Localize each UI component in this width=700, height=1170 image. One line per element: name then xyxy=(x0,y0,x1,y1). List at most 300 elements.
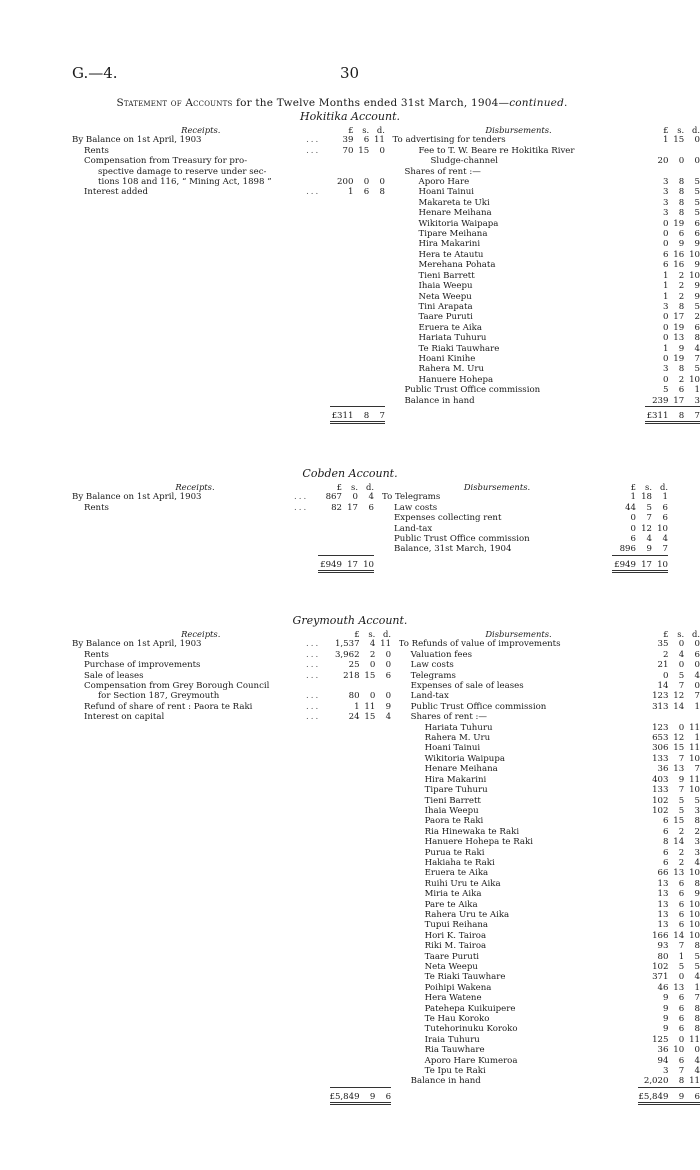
disbursement-pence: 1 xyxy=(694,385,700,396)
empty-cell xyxy=(330,806,360,816)
disbursement-label: Fee to T. W. Beare re Hokitika River xyxy=(418,145,575,156)
greymouth-account-title: Greymouth Account. xyxy=(292,614,408,627)
column-gap xyxy=(385,187,393,197)
empty-cell xyxy=(306,219,329,229)
table-row xyxy=(72,983,700,993)
empty-cell xyxy=(72,920,306,930)
receipt-shillings: 0 xyxy=(363,177,370,188)
leader-dots xyxy=(306,156,329,166)
table-row xyxy=(72,1066,700,1076)
disbursement-shillings: 8 xyxy=(678,208,685,219)
empty-cell xyxy=(330,1035,360,1045)
table-row xyxy=(72,534,668,544)
empty-cell xyxy=(375,816,391,826)
empty-cell xyxy=(306,323,329,333)
empty-cell xyxy=(360,796,376,806)
column-gap xyxy=(385,208,393,218)
table-row xyxy=(72,650,700,660)
disbursement-label: Ihaia Weepu xyxy=(424,805,479,816)
leader-dots xyxy=(306,681,329,691)
empty-cell xyxy=(306,941,329,951)
total-spacer xyxy=(72,406,330,422)
disbursement-pounds: 5 xyxy=(663,385,669,396)
empty-cell xyxy=(375,775,391,785)
statement-title xyxy=(72,97,612,109)
disbursement-pounds: 6 xyxy=(663,249,669,260)
shillings-header: s. xyxy=(368,629,376,639)
table-row xyxy=(72,219,700,229)
empty-cell xyxy=(72,302,306,312)
disbursement-shillings: 6 xyxy=(678,909,685,920)
disbursement-pence: 10 xyxy=(689,868,700,879)
disbursement-pounds: 0 xyxy=(663,239,669,250)
empty-cell xyxy=(306,292,329,302)
disbursement-shillings: 18 xyxy=(641,492,652,503)
disbursement-label: Patehepa Kuikuipere xyxy=(424,1003,516,1014)
empty-cell xyxy=(72,743,306,753)
disbursement-label: Te Riaki Tauwhare xyxy=(418,343,500,354)
table-row xyxy=(72,302,700,312)
empty-cell xyxy=(360,1056,376,1066)
column-gap xyxy=(391,629,399,639)
leader-dots: ... xyxy=(306,639,321,650)
table-row xyxy=(72,354,700,364)
disbursement-pence: 0 xyxy=(694,660,700,671)
disbursement-pounds: 44 xyxy=(625,502,636,513)
column-gap xyxy=(374,513,382,523)
column-gap xyxy=(374,503,382,513)
table-row xyxy=(72,723,700,733)
disbursement-label: Riki M. Tairoa xyxy=(424,941,487,952)
leader-dots xyxy=(306,167,329,177)
title-middle: for the Twelve Months ended 31st March, 1904— xyxy=(236,97,510,109)
empty-cell xyxy=(306,260,329,270)
disbursement-shillings: 7 xyxy=(678,681,685,692)
column-gap xyxy=(391,972,399,982)
hokitika-account-title: Hokitika Account. xyxy=(299,110,401,123)
disbursement-pounds: 403 xyxy=(652,774,669,785)
pence-header: d. xyxy=(659,482,668,492)
empty-cell xyxy=(330,879,360,889)
page-number: 30 xyxy=(340,64,360,82)
disbursement-pence: 5 xyxy=(694,177,700,188)
disbursements-total-shillings: 9 xyxy=(668,1087,684,1103)
disbursement-pence: 8 xyxy=(694,941,700,952)
empty-cell xyxy=(72,879,306,889)
receipt-shillings: 0 xyxy=(369,691,376,702)
empty-cell xyxy=(360,900,376,910)
empty-cell xyxy=(360,952,376,962)
disbursement-pence: 10 xyxy=(689,753,700,764)
empty-cell xyxy=(72,993,306,1003)
disbursement-label: Hira Makarini xyxy=(418,239,481,250)
disbursement-label: Hori K. Tairoa xyxy=(424,930,487,941)
disbursement-label: Hakiaha te Raki xyxy=(424,857,495,868)
disbursement-pounds: 0 xyxy=(663,374,669,385)
disbursement-shillings: 16 xyxy=(673,249,685,260)
empty-cell xyxy=(360,848,376,858)
disbursement-label: Hera te Atautu xyxy=(418,249,484,260)
disbursement-pounds: 13 xyxy=(657,899,669,910)
disbursement-shillings: 2 xyxy=(678,847,685,858)
receipt-shillings xyxy=(353,167,369,177)
receipt-shillings: 0 xyxy=(352,492,358,503)
column-gap xyxy=(385,260,393,270)
disbursement-pounds: 13 xyxy=(657,889,669,900)
receipt-shillings: 17 xyxy=(347,502,358,513)
empty-cell xyxy=(72,1056,306,1066)
disbursement-pence xyxy=(684,712,700,722)
empty-cell xyxy=(318,513,342,523)
total-spacer xyxy=(72,555,318,571)
column-gap xyxy=(391,796,399,806)
empty-cell xyxy=(375,868,391,878)
empty-cell xyxy=(72,941,306,951)
empty-cell xyxy=(353,375,369,385)
empty-cell xyxy=(72,775,306,785)
empty-cell xyxy=(353,312,369,322)
table-row xyxy=(72,1045,700,1055)
receipt-label: Interest added xyxy=(84,187,148,198)
disbursement-pounds: 13 xyxy=(657,909,669,920)
disbursement-pence: 9 xyxy=(694,239,700,250)
table-row xyxy=(72,931,700,941)
disbursement-pence: 3 xyxy=(694,847,700,858)
table-row xyxy=(72,385,700,395)
receipt-label: By Balance on 1st April, 1903 xyxy=(72,639,202,650)
disbursement-pounds: 0 xyxy=(663,322,669,333)
table-row xyxy=(72,733,700,743)
empty-cell xyxy=(369,208,385,218)
column-gap xyxy=(391,723,399,733)
empty-cell xyxy=(369,333,385,343)
disbursement-pence: 2 xyxy=(694,312,700,323)
disbursement-shillings: 13 xyxy=(673,333,685,344)
empty-cell xyxy=(72,910,306,920)
disbursement-pounds: 0 xyxy=(663,333,669,344)
disbursement-pence: 8 xyxy=(694,1014,700,1025)
receipt-pounds xyxy=(330,681,360,691)
pounds-header: £ xyxy=(354,629,360,639)
disbursement-label: Public Trust Office commission xyxy=(404,385,541,396)
disbursement-label: Hera Watene xyxy=(424,993,482,1004)
empty-cell xyxy=(306,785,329,795)
disbursement-label: Ruihi Uru te Aika xyxy=(424,878,501,889)
column-gap xyxy=(391,1004,399,1014)
empty-cell xyxy=(306,198,329,208)
disbursement-label: Tipare Tuhuru xyxy=(424,785,488,796)
receipt-pounds: 25 xyxy=(348,660,360,671)
disbursement-pence: 5 xyxy=(694,208,700,219)
table-row xyxy=(72,513,668,523)
disbursement-pounds: 102 xyxy=(652,962,669,972)
receipt-pounds: 1,537 xyxy=(334,639,360,650)
disbursements-total-pounds: £311 xyxy=(645,406,669,422)
disbursements-total-pounds: £949 xyxy=(612,555,636,571)
empty-cell xyxy=(330,931,360,941)
receipt-shillings: 6 xyxy=(363,135,370,146)
disbursement-shillings: 0 xyxy=(678,660,685,671)
column-gap xyxy=(385,271,393,281)
empty-cell xyxy=(375,962,391,972)
disbursement-pence: 3 xyxy=(694,837,700,848)
disbursement-pence: 1 xyxy=(694,982,700,993)
empty-cell xyxy=(306,312,329,322)
disbursement-shillings: 19 xyxy=(673,322,685,333)
empty-cell xyxy=(72,281,306,291)
receipts-total-shillings: 17 xyxy=(342,555,358,571)
disbursement-pence: 6 xyxy=(662,513,668,524)
receipt-pence: 9 xyxy=(385,701,392,712)
empty-cell xyxy=(330,785,360,795)
empty-cell xyxy=(353,250,369,260)
column-gap xyxy=(391,743,399,753)
empty-cell xyxy=(72,733,306,743)
total-spacer xyxy=(392,406,644,422)
empty-cell xyxy=(369,375,385,385)
column-gap xyxy=(374,492,382,502)
empty-cell xyxy=(306,385,329,395)
receipt-pence: 0 xyxy=(385,660,392,671)
empty-cell xyxy=(306,1035,329,1045)
empty-cell xyxy=(330,375,354,385)
shillings-header: s. xyxy=(677,125,685,135)
disbursement-pence: 7 xyxy=(694,353,700,364)
column-gap xyxy=(385,281,393,291)
column-gap xyxy=(391,952,399,962)
disbursement-label: Hariata Tuhuru xyxy=(424,722,493,733)
empty-cell xyxy=(353,354,369,364)
disbursement-pounds: 9 xyxy=(663,1024,669,1035)
empty-cell xyxy=(330,837,360,847)
empty-cell xyxy=(72,344,306,354)
empty-cell xyxy=(72,1004,306,1014)
disbursement-pence: 10 xyxy=(689,909,700,920)
disbursement-pence: 8 xyxy=(694,1024,700,1035)
receipt-label: spective damage to reserve under sec- xyxy=(98,166,267,177)
empty-cell xyxy=(306,271,329,281)
disbursement-pence: 7 xyxy=(662,544,668,555)
pounds-header: £ xyxy=(663,125,669,135)
column-gap xyxy=(391,941,399,951)
table-row xyxy=(72,639,700,649)
disbursement-shillings: 6 xyxy=(678,889,685,900)
disbursement-pence: 0 xyxy=(694,639,700,650)
disbursement-pounds: 1 xyxy=(663,291,669,302)
empty-cell xyxy=(306,344,329,354)
disbursement-pounds: 0 xyxy=(663,670,669,681)
empty-cell xyxy=(330,364,354,374)
empty-cell xyxy=(306,816,329,826)
disbursement-pence: 5 xyxy=(694,364,700,375)
empty-cell xyxy=(72,292,306,302)
empty-cell xyxy=(330,827,360,837)
column-gap xyxy=(385,354,393,364)
table-row xyxy=(72,827,700,837)
column-gap xyxy=(391,1056,399,1066)
column-gap xyxy=(391,889,399,899)
disbursement-pence: 0 xyxy=(694,1045,700,1056)
empty-cell xyxy=(330,858,360,868)
column-gap xyxy=(385,167,393,177)
empty-cell xyxy=(306,229,329,239)
empty-cell xyxy=(306,754,329,764)
disbursement-pounds: 20 xyxy=(657,156,669,167)
empty-cell xyxy=(72,827,306,837)
empty-cell xyxy=(330,396,354,407)
disbursement-label: Neta Weepu xyxy=(418,291,472,302)
empty-cell xyxy=(342,544,358,555)
pence-header: d. xyxy=(365,482,374,492)
disbursement-pence: 1 xyxy=(694,733,700,744)
disbursement-shillings: 9 xyxy=(646,544,652,555)
receipts-total-pounds: £5,849 xyxy=(330,1087,360,1103)
column-gap xyxy=(391,1024,399,1034)
disbursement-pounds: 896 xyxy=(619,544,636,555)
empty-cell xyxy=(72,972,306,982)
empty-cell xyxy=(330,271,354,281)
receipt-shillings: 4 xyxy=(369,639,376,650)
receipt-label: Rents xyxy=(84,649,109,660)
disbursement-label: To advertising for tenders xyxy=(392,135,506,146)
empty-cell xyxy=(72,785,306,795)
disbursement-shillings xyxy=(668,712,684,722)
column-gap xyxy=(391,660,399,670)
empty-cell xyxy=(330,323,354,333)
empty-cell xyxy=(306,333,329,343)
empty-cell xyxy=(375,889,391,899)
table-row xyxy=(72,208,700,218)
total-row xyxy=(72,406,700,422)
disbursement-pence: 4 xyxy=(694,972,700,983)
column-gap xyxy=(391,837,399,847)
disbursement-pence: 4 xyxy=(662,534,668,545)
disbursement-label: Aporo Hare Kumeroa xyxy=(424,1055,518,1066)
disbursement-shillings: 13 xyxy=(673,982,685,993)
leader-dots: ... xyxy=(306,187,321,198)
empty-cell xyxy=(360,837,376,847)
table-row xyxy=(72,260,700,270)
disbursement-pence: 9 xyxy=(694,260,700,271)
empty-cell xyxy=(330,302,354,312)
disbursement-pence: 11 xyxy=(689,722,700,733)
disbursement-shillings: 6 xyxy=(678,993,685,1004)
receipt-pence: 8 xyxy=(379,187,385,198)
column-gap xyxy=(391,754,399,764)
table-row xyxy=(72,775,700,785)
empty-cell xyxy=(294,513,318,523)
disbursement-shillings: 2 xyxy=(678,374,685,385)
empty-cell xyxy=(360,868,376,878)
disbursement-shillings: 7 xyxy=(678,785,685,796)
empty-cell xyxy=(306,1076,329,1087)
column-gap xyxy=(391,848,399,858)
column-gap xyxy=(385,229,393,239)
disbursement-pence: 3 xyxy=(694,805,700,816)
disbursement-shillings: 0 xyxy=(678,1034,685,1045)
disbursement-pence: 9 xyxy=(694,281,700,292)
empty-cell xyxy=(306,806,329,816)
disbursement-pence: 6 xyxy=(694,649,700,660)
empty-cell xyxy=(72,1024,306,1034)
receipt-shillings xyxy=(360,681,376,691)
disbursement-pounds: 93 xyxy=(657,941,669,952)
disbursement-label: Pare te Aika xyxy=(424,899,478,910)
receipt-label: By Balance on 1st April, 1903 xyxy=(72,135,202,146)
disbursement-shillings: 7 xyxy=(678,1066,685,1077)
disbursement-label: Wikitoria Waipapa xyxy=(418,218,499,229)
empty-cell xyxy=(306,281,329,291)
table-row xyxy=(72,993,700,1003)
empty-cell xyxy=(330,993,360,1003)
disbursement-pence: 8 xyxy=(694,878,700,889)
disbursement-label: Henare Meihana xyxy=(424,764,498,775)
disbursement-pounds: 0 xyxy=(663,312,669,323)
disbursement-shillings: 15 xyxy=(673,816,685,827)
empty-cell xyxy=(330,312,354,322)
receipt-shillings: 11 xyxy=(364,701,376,712)
empty-cell xyxy=(369,239,385,249)
receipt-label: By Balance on 1st April, 1903 xyxy=(72,492,202,503)
empty-cell xyxy=(369,260,385,270)
table-row xyxy=(72,889,700,899)
empty-cell xyxy=(353,364,369,374)
empty-cell xyxy=(72,323,306,333)
empty-cell xyxy=(369,198,385,208)
column-gap xyxy=(374,482,382,492)
leader-dots xyxy=(306,177,329,187)
column-header-row xyxy=(72,482,668,492)
empty-cell xyxy=(353,260,369,270)
disbursement-pounds: 0 xyxy=(630,523,636,534)
disbursement-shillings: 8 xyxy=(678,1076,685,1087)
table-row xyxy=(72,396,700,407)
table-row xyxy=(72,146,700,156)
disbursement-label: Hoani Kinihe xyxy=(418,353,476,364)
column-gap xyxy=(391,993,399,1003)
empty-cell xyxy=(72,312,306,322)
table-row xyxy=(72,785,700,795)
empty-cell xyxy=(306,775,329,785)
empty-cell xyxy=(306,723,329,733)
disbursement-shillings: 5 xyxy=(678,962,685,972)
disbursement-shillings: 15 xyxy=(673,135,685,146)
column-gap xyxy=(374,555,382,571)
column-gap xyxy=(374,534,382,544)
disbursement-shillings: 7 xyxy=(678,753,685,764)
column-gap xyxy=(391,868,399,878)
table-row xyxy=(72,962,700,972)
empty-cell xyxy=(330,1056,360,1066)
table-row xyxy=(72,712,700,722)
column-gap xyxy=(385,146,393,156)
receipt-pounds: 82 xyxy=(331,502,342,513)
disbursement-label: Neta Weepu xyxy=(424,962,478,972)
table-row xyxy=(72,344,700,354)
disbursement-label: Land-tax xyxy=(410,691,449,702)
receipt-shillings: 15 xyxy=(364,670,376,681)
disbursement-pounds: 653 xyxy=(652,733,669,744)
empty-cell xyxy=(72,250,306,260)
empty-cell xyxy=(306,879,329,889)
empty-cell xyxy=(306,396,329,407)
disbursement-pounds: 6 xyxy=(663,816,669,827)
empty-cell xyxy=(306,983,329,993)
disbursement-label: Balance in hand xyxy=(410,1076,481,1087)
empty-cell xyxy=(72,931,306,941)
empty-cell xyxy=(330,733,360,743)
table-row xyxy=(72,312,700,322)
